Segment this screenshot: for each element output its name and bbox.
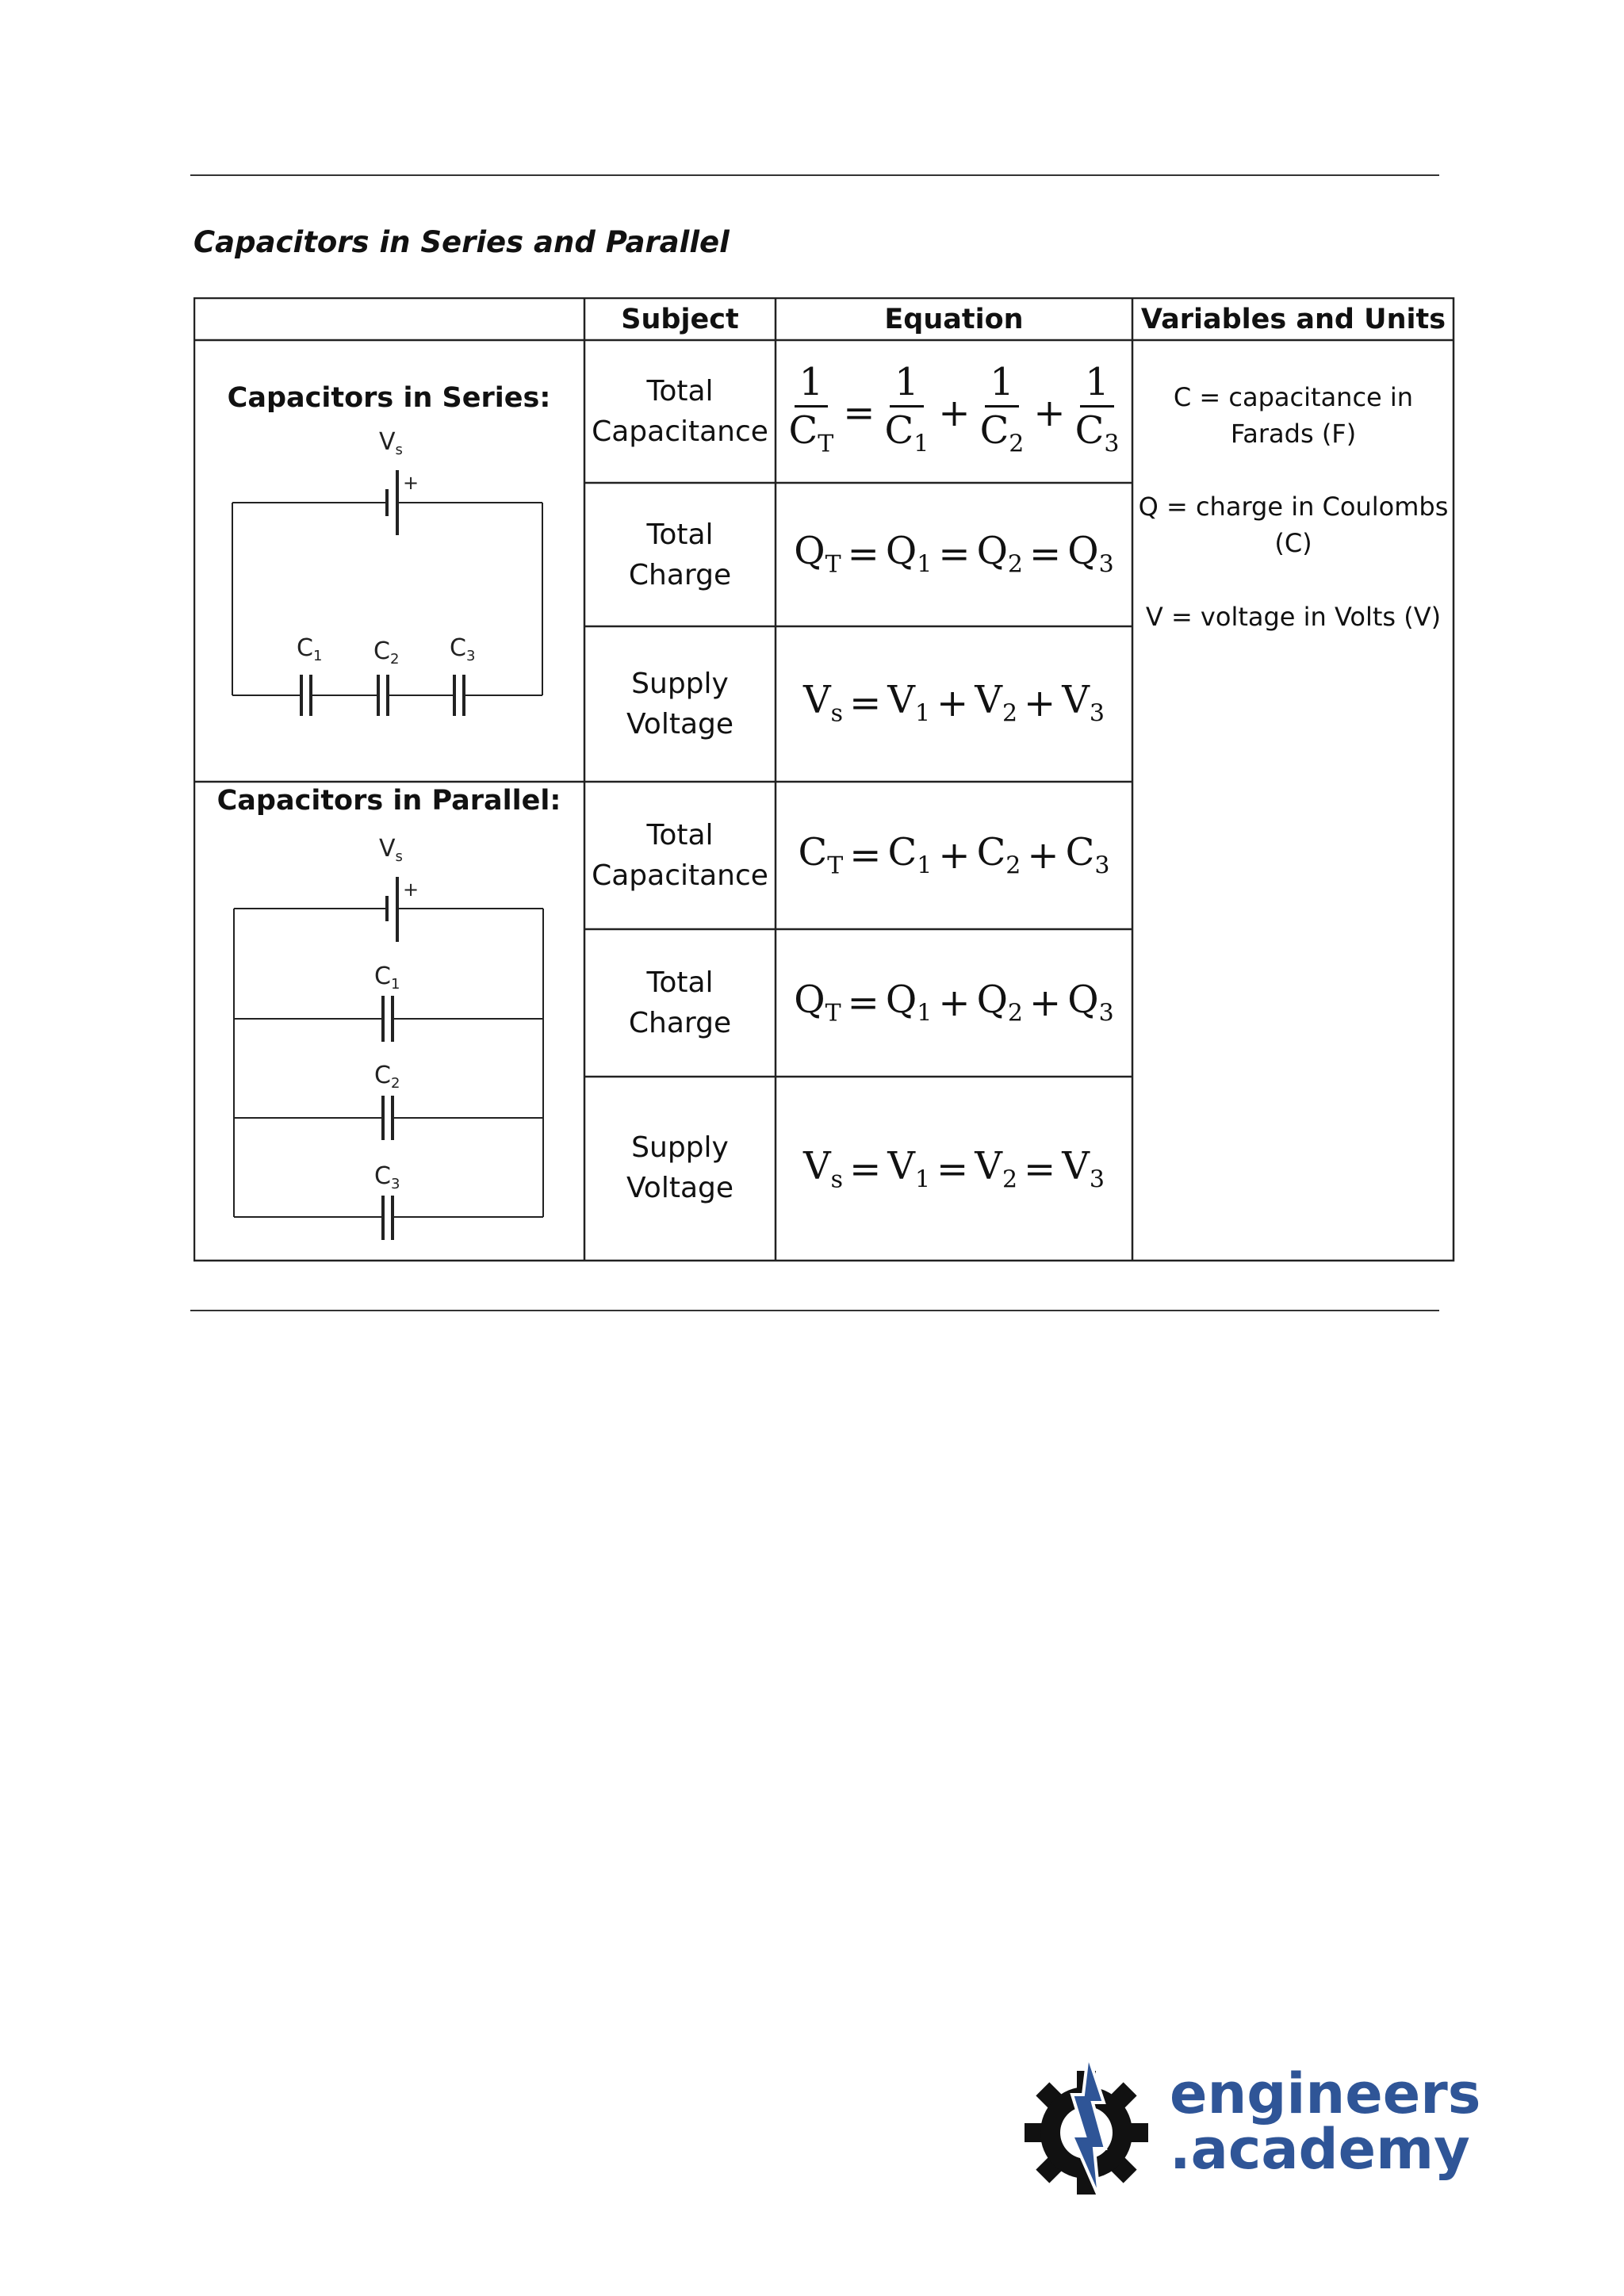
series-c2-label: $C_2$ [373,637,400,668]
logo-line-2: .academy [1170,2117,1470,2182]
document-title: Capacitors in Series and Parallel [193,225,730,259]
equation-series-voltage: $V_s = V_1 + V_2 + V_3$ [802,678,1105,728]
subject-line: Capacitance [592,415,768,448]
subject-line: Total [646,819,714,851]
subject-line: Voltage [626,1172,734,1204]
variable-line: Farads (F) [1230,419,1357,449]
header-variables: Variables and Units [1140,304,1446,335]
equation-series-capacitance: $\frac{1}{C_T}$ = $\frac{1}{C_1}$ + $\frac{1}{C_2}$ + $\frac{1}{C_3}$ [788,360,1120,458]
subject-line: Total [646,519,714,551]
series-title: Capacitors in Series: [227,382,551,414]
variables-charge [1132,488,1454,561]
equation-series-charge: $Q_T = Q_1 = Q_2 = Q_3$ [794,529,1114,579]
variables-voltage [1132,599,1454,635]
bottom-rule [190,1310,1439,1311]
series-plus-label: + [403,472,419,494]
subject-line: Charge [628,559,732,591]
series-c3-label: $C_3$ [450,634,476,664]
parallel-circuit-diagram [193,817,584,1261]
subject-line: Total [646,375,714,408]
engineers-academy-logo [1023,2053,1481,2204]
variable-line: C = capacitance in [1173,382,1414,412]
parallel-subject-supply-voltage [584,1127,776,1208]
equation-parallel-capacitance: $C_T = C_1 + C_2 + C_3$ [798,830,1110,880]
parallel-plus-label: + [403,878,419,901]
subject-line: Supply [631,668,729,700]
equation-parallel-charge: $Q_T = Q_1 + Q_2 + Q_3$ [794,978,1114,1027]
top-rule [190,174,1439,176]
series-subject-total-charge [584,515,776,595]
header-subject: Subject [621,304,739,335]
variables-capacitance [1132,379,1454,452]
logo-line-1: engineers [1170,2061,1481,2126]
series-c1-label: $C_1$ [297,634,323,664]
variable-line: V = voltage in Volts (V) [1145,602,1442,632]
series-vs-label: $V_s$ [379,428,403,458]
parallel-c1-label: $C_1$ [374,962,400,993]
series-circuit-diagram [193,416,584,797]
subject-line: Voltage [626,708,734,740]
header-equation: Equation [884,304,1024,335]
parallel-title: Capacitors in Parallel: [216,785,561,817]
series-subject-supply-voltage [584,664,776,744]
parallel-c2-label: $C_2$ [374,1062,400,1092]
equation-parallel-voltage: $V_s = V_1 = V_2 = V_3$ [802,1144,1105,1194]
subject-line: Supply [631,1131,729,1164]
logo-wordmark [1170,2061,1481,2182]
parallel-vs-label: $V_s$ [379,835,403,865]
variable-line: Q = charge in Coulombs [1138,492,1449,522]
parallel-subject-total-charge [584,962,776,1043]
capacitor-table [193,297,1456,1262]
subject-line: Charge [628,1007,732,1039]
parallel-subject-total-capacitance [584,815,776,896]
variable-line: (C) [1274,528,1312,558]
series-subject-total-capacitance [584,371,776,452]
subject-line: Capacitance [592,859,768,892]
parallel-c3-label: $C_3$ [374,1162,400,1192]
subject-line: Total [646,966,714,999]
gear-bolt-icon [1023,2053,1166,2204]
